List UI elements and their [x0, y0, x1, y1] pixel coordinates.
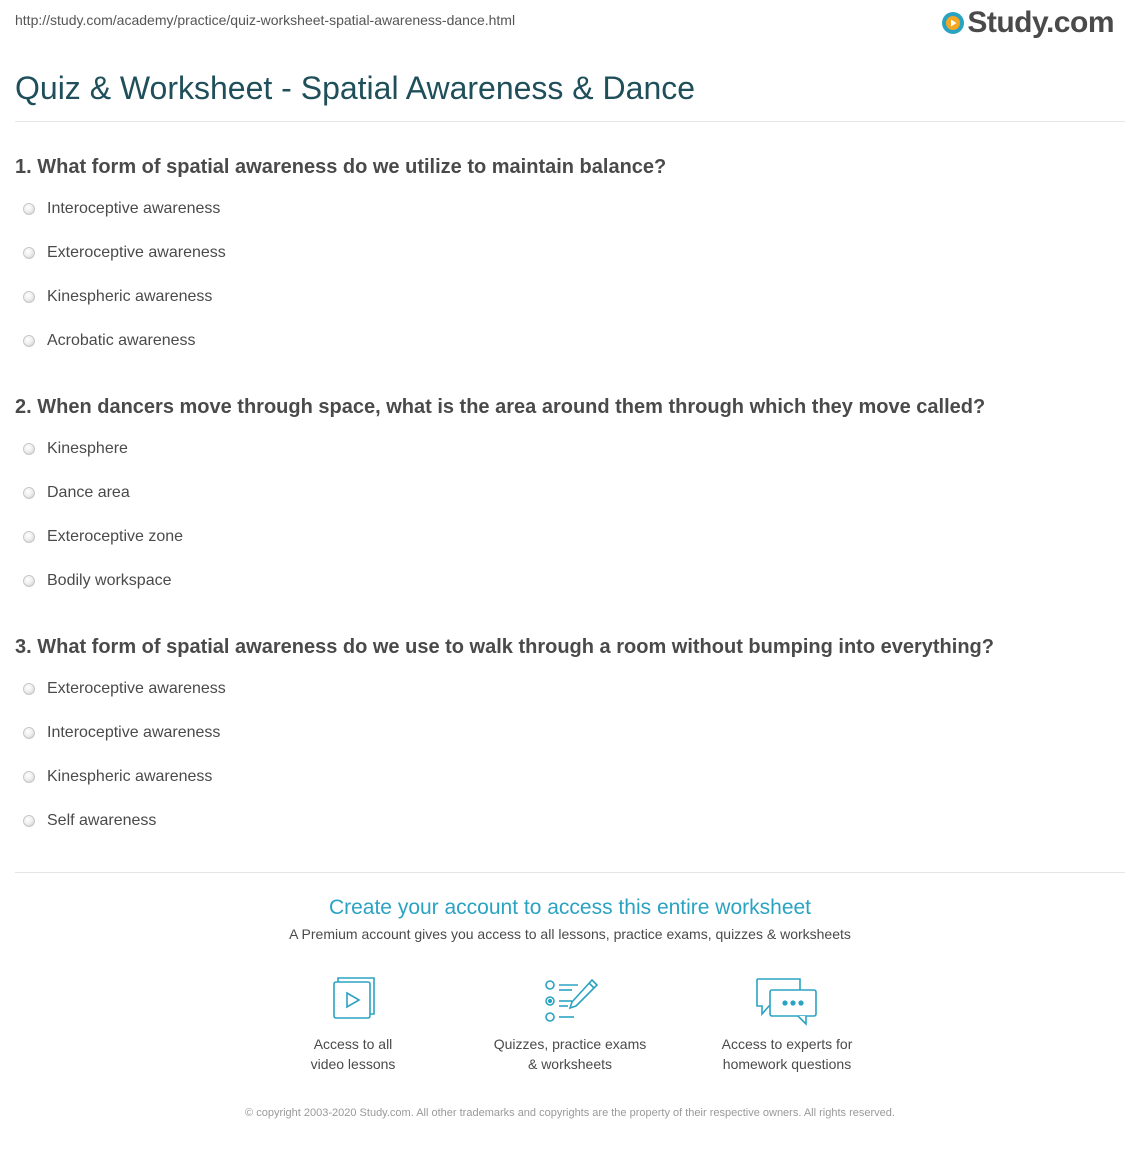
radio-button[interactable]	[23, 683, 35, 695]
quiz-checklist-icon	[540, 976, 600, 1026]
page-title: Quiz & Worksheet - Spatial Awareness & Dance	[15, 70, 696, 106]
top-bar	[0, 0, 1140, 60]
radio-button[interactable]	[23, 771, 35, 783]
answer-option[interactable]	[15, 275, 1125, 319]
feature-label: Access to all video lessons	[310, 1036, 396, 1072]
answer-option[interactable]	[15, 319, 1125, 363]
radio-button[interactable]	[23, 727, 35, 739]
question-3-title: 3. What form of spatial awareness do we use to walk through a room without bumping into everything?	[15, 636, 994, 658]
radio-button[interactable]	[23, 203, 35, 215]
study-logo[interactable]	[941, 6, 1114, 40]
answer-option[interactable]	[15, 515, 1125, 559]
question-1	[15, 155, 1125, 363]
answer-label: Interoceptive awareness	[47, 200, 221, 217]
cta-title-link[interactable]: Create your account to access this entire worksheet	[328, 896, 812, 919]
title-divider	[15, 121, 1125, 122]
feature-video-lessons	[245, 976, 462, 1074]
answer-label: Exteroceptive awareness	[47, 244, 226, 261]
cta-section	[0, 895, 1140, 943]
feature-label: Quizzes, practice exams & worksheets	[493, 1036, 647, 1072]
answer-label: Kinesphere	[47, 440, 128, 457]
feature-experts	[679, 976, 896, 1074]
answer-option[interactable]	[15, 799, 1125, 843]
video-lessons-icon	[323, 976, 383, 1026]
page-url[interactable]: http://study.com/academy/practice/quiz-worksheet-spatial-awareness-dance.html	[15, 12, 516, 28]
study-logo-icon	[941, 11, 965, 35]
answer-label: Acrobatic awareness	[47, 332, 196, 349]
feature-list	[0, 976, 1140, 1074]
chat-experts-icon	[754, 976, 820, 1026]
answer-label: Exteroceptive zone	[47, 528, 184, 545]
radio-button[interactable]	[23, 335, 35, 347]
feature-label: Access to experts for homework questions	[721, 1036, 853, 1072]
answer-option[interactable]	[15, 755, 1125, 799]
cta-divider	[15, 872, 1125, 873]
question-3	[15, 635, 1125, 843]
answer-option[interactable]	[15, 427, 1125, 471]
radio-button[interactable]	[23, 575, 35, 587]
question-2-answers	[15, 427, 1125, 603]
answer-label: Exteroceptive awareness	[47, 680, 226, 697]
radio-button[interactable]	[23, 443, 35, 455]
answer-option[interactable]	[15, 231, 1125, 275]
question-1-title: 1. What form of spatial awareness do we utilize to maintain balance?	[15, 156, 667, 178]
radio-button[interactable]	[23, 815, 35, 827]
radio-button[interactable]	[23, 487, 35, 499]
question-2	[15, 395, 1125, 603]
answer-option[interactable]	[15, 187, 1125, 231]
answer-label: Interoceptive awareness	[47, 724, 221, 741]
copyright-text: © copyright 2003-2020 Study.com. All other trademarks and copyrights are the property of their respective owners. All rights reserved.	[245, 1107, 895, 1119]
radio-button[interactable]	[23, 291, 35, 303]
question-3-answers	[15, 667, 1125, 843]
radio-button[interactable]	[23, 531, 35, 543]
answer-label: Dance area	[47, 484, 130, 501]
answer-option[interactable]	[15, 711, 1125, 755]
feature-quizzes	[462, 976, 679, 1074]
radio-button[interactable]	[23, 247, 35, 259]
answer-option[interactable]	[15, 667, 1125, 711]
footer	[0, 1105, 1140, 1122]
answer-label: Self awareness	[47, 812, 157, 829]
answer-option[interactable]	[15, 559, 1125, 603]
answer-label: Bodily workspace	[47, 572, 172, 589]
answer-label: Kinespheric awareness	[47, 768, 213, 785]
logo-text: Study.com	[967, 6, 1114, 39]
answer-option[interactable]	[15, 471, 1125, 515]
cta-subtitle: A Premium account gives you access to all lessons, practice exams, quizzes & worksheets	[289, 926, 851, 942]
question-2-title: 2. When dancers move through space, what is the area around them through which they move called?	[15, 396, 986, 418]
question-1-answers	[15, 187, 1125, 363]
answer-label: Kinespheric awareness	[47, 288, 213, 305]
